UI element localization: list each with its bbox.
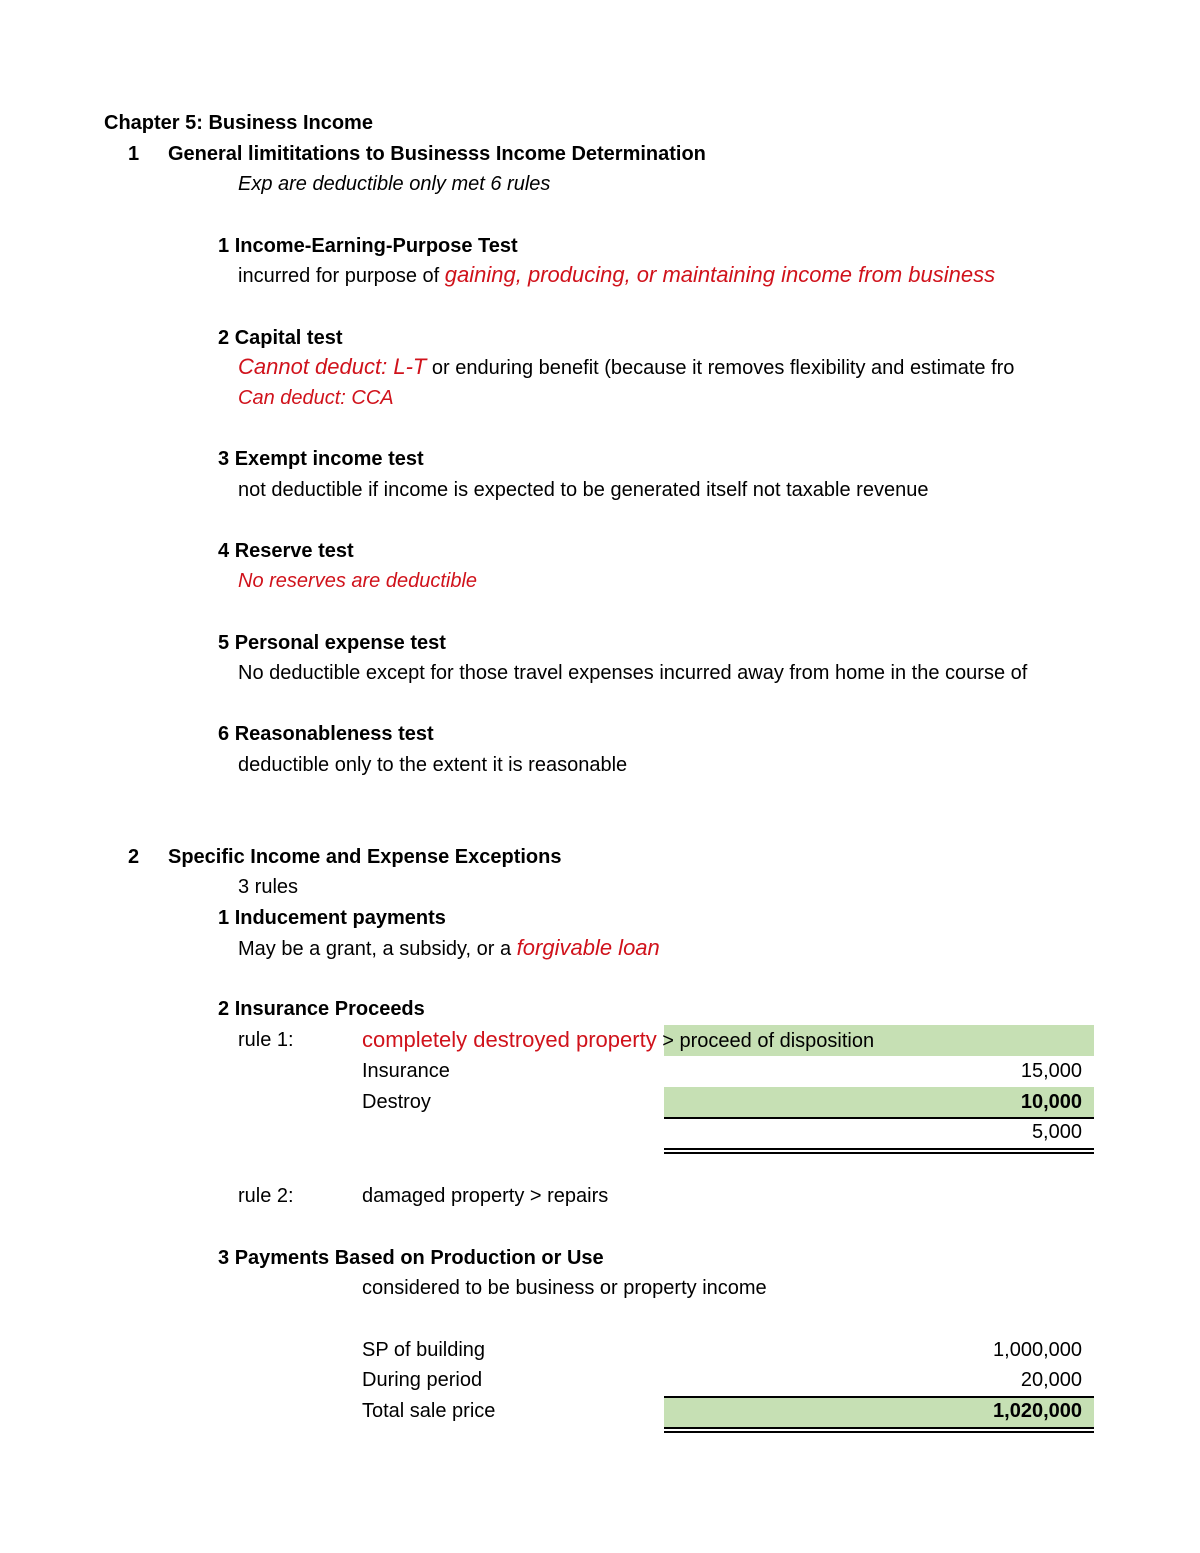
test-1-heading <box>218 233 518 259</box>
rule-3-description: considered to be business or property income <box>362 1277 767 1299</box>
insurance-rule-2-label: rule 2: <box>238 1185 294 1207</box>
test-2-heading <box>218 325 343 351</box>
test-number: 2 <box>218 327 230 349</box>
rule-title: Inducement payments <box>234 907 446 929</box>
chapter-title: Chapter 5: Business Income <box>104 112 373 134</box>
test-2-highlight: Cannot deduct: L-T <box>238 354 427 379</box>
double-rule-bottom <box>664 1152 1094 1154</box>
test-title: Personal expense test <box>234 632 446 654</box>
test-title: Exempt income test <box>234 448 424 470</box>
sale-row-label: SP of building <box>362 1339 486 1361</box>
rule-2-heading <box>218 996 425 1022</box>
section-2-number: 2 <box>128 846 140 868</box>
test-title: Reasonableness test <box>234 723 434 745</box>
test-title: Income-Earning-Purpose Test <box>234 235 518 257</box>
insurance-row-label: Destroy <box>362 1091 431 1113</box>
section-1-intro: Exp are deductible only met 6 rules <box>238 173 551 195</box>
sale-total-value: 1,020,000 <box>993 1400 1082 1422</box>
test-number: 3 <box>218 448 230 470</box>
test-6-description: deductible only to the extent it is reasonable <box>238 754 628 776</box>
insurance-rule-1-label: rule 1: <box>238 1029 294 1051</box>
insurance-row-value: 15,000 <box>1020 1060 1082 1082</box>
rule-1-description <box>238 935 660 962</box>
insurance-row-label: Insurance <box>362 1060 450 1082</box>
double-rule-top <box>664 1427 1094 1429</box>
rule-1-heading <box>218 905 446 931</box>
test-4-description: No reserves are deductible <box>238 570 478 592</box>
double-rule-top <box>664 1148 1094 1150</box>
test-number: 6 <box>218 723 230 745</box>
test-1-highlight: gaining, producing, or maintaining income from business <box>444 262 996 287</box>
test-title: Reserve test <box>234 540 354 562</box>
insurance-rule-1-highlight: completely destroyed property <box>362 1027 657 1052</box>
double-rule-bottom <box>664 1431 1094 1433</box>
insurance-total-value: 5,000 <box>1031 1121 1082 1143</box>
rule-3-heading <box>218 1245 604 1271</box>
rule-1-highlight: forgivable loan <box>516 935 660 960</box>
test-1-text: incurred for purpose of <box>238 265 445 287</box>
test-1-description <box>238 262 995 289</box>
sale-total-label: Total sale price <box>362 1400 496 1422</box>
rule-number: 1 <box>218 907 230 929</box>
rule-number: 3 <box>218 1247 230 1269</box>
test-3-description: not deductible if income is expected to be generated itself not taxable revenue <box>238 479 929 501</box>
insurance-rule-1-rest: > proceed of disposition <box>656 1030 875 1052</box>
test-6-heading <box>218 721 434 747</box>
rule-title: Payments Based on Production or Use <box>234 1247 604 1269</box>
test-2-text: or enduring benefit (because it removes flexibility and estimate fro <box>426 357 1015 379</box>
section-1-title: General limititations to Businesss Income Determination <box>168 143 706 165</box>
section-2-title: Specific Income and Expense Exceptions <box>168 846 562 868</box>
insurance-row-value: 10,000 <box>1020 1091 1082 1113</box>
test-3-heading <box>218 446 424 472</box>
test-5-description: No deductible except for those travel expenses incurred away from home in the course of <box>238 662 1028 684</box>
insurance-rule-2-text: damaged property > repairs <box>362 1185 609 1207</box>
rule-1-text: May be a grant, a subsidy, or a <box>238 938 517 960</box>
rule-number: 2 <box>218 998 230 1020</box>
test-5-heading <box>218 630 446 656</box>
sale-row-value: 20,000 <box>1020 1369 1082 1391</box>
test-number: 4 <box>218 540 230 562</box>
test-number: 5 <box>218 632 230 654</box>
test-2-description <box>238 354 1094 381</box>
test-number: 1 <box>218 235 230 257</box>
test-2-second-line: Can deduct: CCA <box>238 387 394 409</box>
section-1-number: 1 <box>128 143 140 165</box>
sale-row-label: During period <box>362 1369 483 1391</box>
rule-title: Insurance Proceeds <box>234 998 425 1020</box>
test-4-heading <box>218 538 354 564</box>
test-title: Capital test <box>234 327 343 349</box>
insurance-rule-1-text <box>362 1027 874 1054</box>
sale-row-value: 1,000,000 <box>993 1339 1082 1361</box>
section-2-intro: 3 rules <box>238 876 299 898</box>
